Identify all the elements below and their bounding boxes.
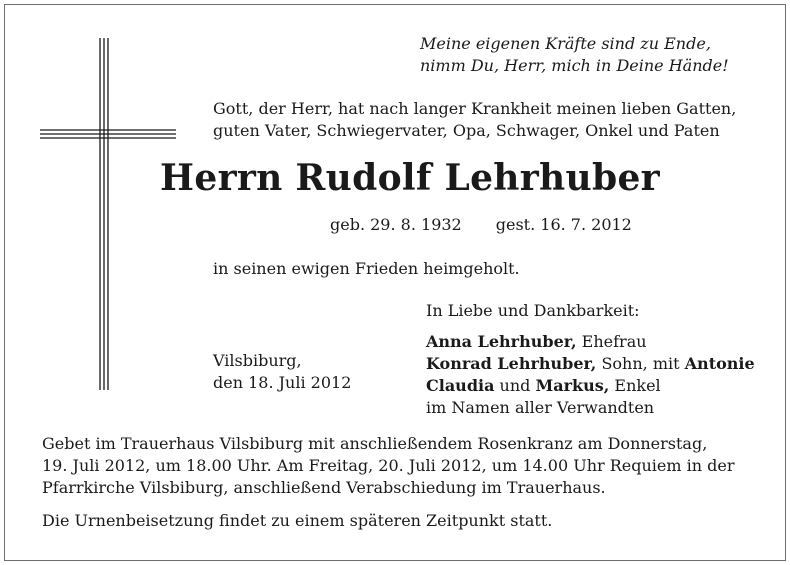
place-and-date — [213, 350, 351, 394]
deceased-name: Herrn Rudolf Lehrhuber — [160, 157, 660, 199]
mourner-name: Konrad Lehrhuber, — [426, 354, 597, 373]
service-info-line-2: 19. Juli 2012, um 18.00 Uhr. Am Freitag, 20. Juli 2012, um 14.00 Uhr Requiem in der — [42, 456, 735, 475]
death-date: gest. 16. 7. 2012 — [495, 215, 632, 234]
mourner-row-2 — [426, 353, 755, 375]
motto-verse — [420, 33, 729, 77]
intro-line-2: guten Vater, Schwiegervater, Opa, Schwager, Onkel und Paten — [213, 121, 720, 140]
grandchild-name-2: Markus, — [535, 376, 610, 395]
conjunction: und — [494, 376, 536, 395]
place-city: Vilsbiburg, — [213, 351, 302, 370]
mourner-relation: Sohn, mit — [596, 354, 685, 373]
mourner-relation: Ehefrau — [576, 332, 647, 351]
thanks-line: In Liebe und Dankbarkeit: — [426, 301, 640, 320]
grandchild-name-1: Claudia — [426, 376, 495, 395]
mourner-row-1 — [426, 331, 755, 353]
motto-line-2: nimm Du, Herr, mich in Deine Hände! — [420, 56, 729, 75]
intro-line-1: Gott, der Herr, hat nach langer Krankheit meinen lieben Gatten, — [213, 99, 737, 118]
service-info — [42, 433, 735, 499]
intro-text — [213, 98, 736, 142]
mourners-list — [426, 331, 755, 419]
service-info-line-3: Pfarrkirche Vilsbiburg, anschließend Verabschiedung im Trauerhaus. — [42, 478, 606, 497]
peace-text: in seinen ewigen Frieden heimgeholt. — [213, 259, 520, 278]
mourner-row-3 — [426, 375, 755, 397]
place-date: den 18. Juli 2012 — [213, 373, 352, 392]
service-info-line-1: Gebet im Trauerhaus Vilsbiburg mit anschließendem Rosenkranz am Donnerstag, — [42, 434, 708, 453]
life-dates — [330, 214, 632, 236]
mourner-partner-name: Antonie — [684, 354, 755, 373]
mourner-name: Anna Lehrhuber, — [426, 332, 577, 351]
motto-line-1: Meine eigenen Kräfte sind zu Ende, — [420, 34, 711, 53]
cross-icon — [40, 38, 176, 390]
mourner-row-4: im Namen aller Verwandten — [426, 398, 655, 417]
mourner-relation: Enkel — [609, 376, 661, 395]
urn-burial-note: Die Urnenbeisetzung findet zu einem späteren Zeitpunkt statt. — [42, 511, 553, 530]
birth-date: geb. 29. 8. 1932 — [330, 215, 462, 234]
